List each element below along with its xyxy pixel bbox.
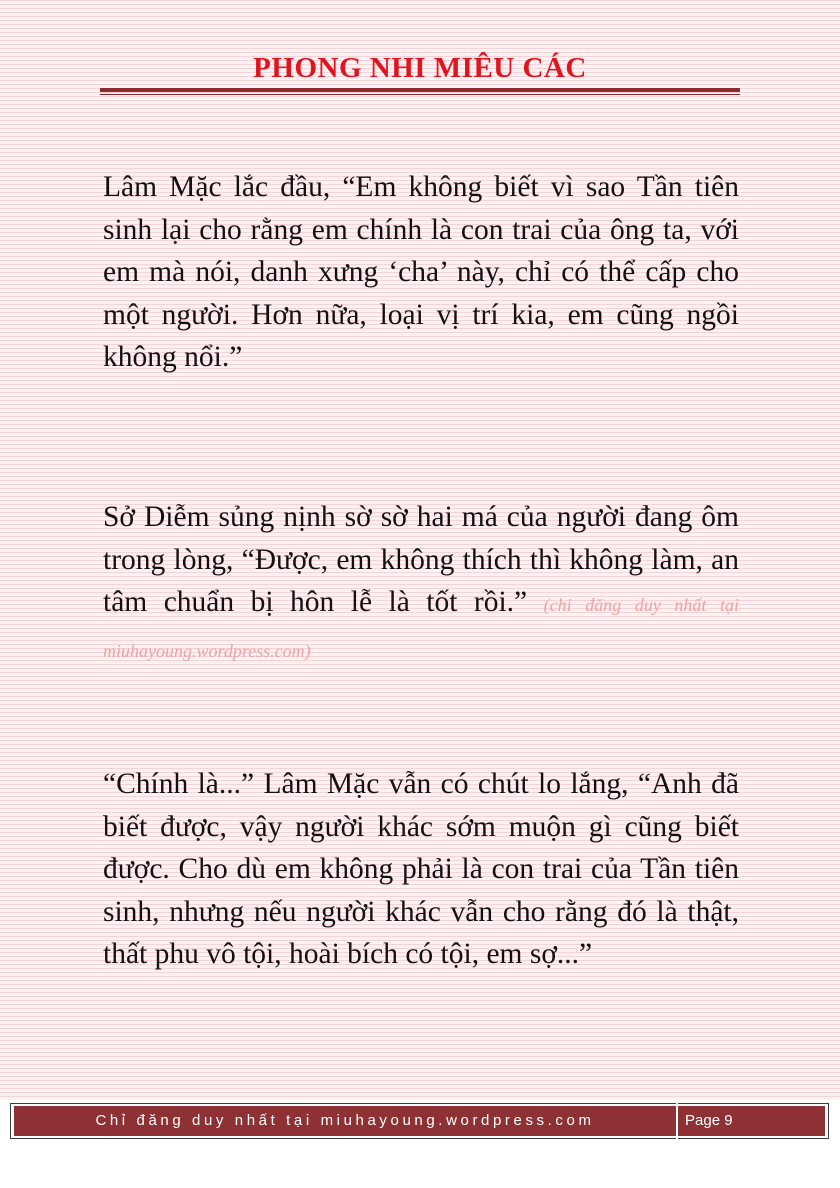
header-rule bbox=[100, 88, 740, 92]
footer-divider bbox=[676, 1103, 678, 1139]
page-number: Page 9 bbox=[685, 1112, 733, 1129]
page-header-title: PHONG NHI MIÊU CÁC bbox=[253, 52, 587, 84]
paragraph-1: Lâm Mặc lắc đầu, “Em không biết vì sao Tần tiên sinh lại cho rằng em chính là con trai của ông ta, với em mà nói, danh xưng ‘cha’ này, chỉ có thể cấp cho một người. Hơn nữa, loại vị trí kia, em cũng ngồi không nổi.” bbox=[103, 171, 739, 373]
paragraph-2-text: Sở Diễm sủng nịnh sờ sờ hai má của người đang ôm trong lòng, “Được, em không thích thì không làm, an tâm chuẩn bị hôn lễ là tốt rồi.” bbox=[103, 501, 739, 618]
watermark-note: (chỉ đăng duy nhất tại miuhayoung.wordpress.com) bbox=[103, 595, 740, 661]
footer-text: Chỉ đăng duy nhất tại miuhayoung.wordpress.com bbox=[95, 1112, 595, 1129]
paragraph-2 bbox=[103, 496, 739, 672]
header-rule-thin bbox=[100, 94, 740, 95]
paragraph-3: “Chính là...” Lâm Mặc vẫn có chút lo lắng, “Anh đã biết được, vậy người khác sớm muộn gì cũng biết được. Cho dù em không phải là con trai của Tần tiên sinh, nhưng nếu người khác vẫn cho rằng đó là thật, thất phu vô tội, hoài bích có tội, em sợ...” bbox=[103, 768, 739, 970]
